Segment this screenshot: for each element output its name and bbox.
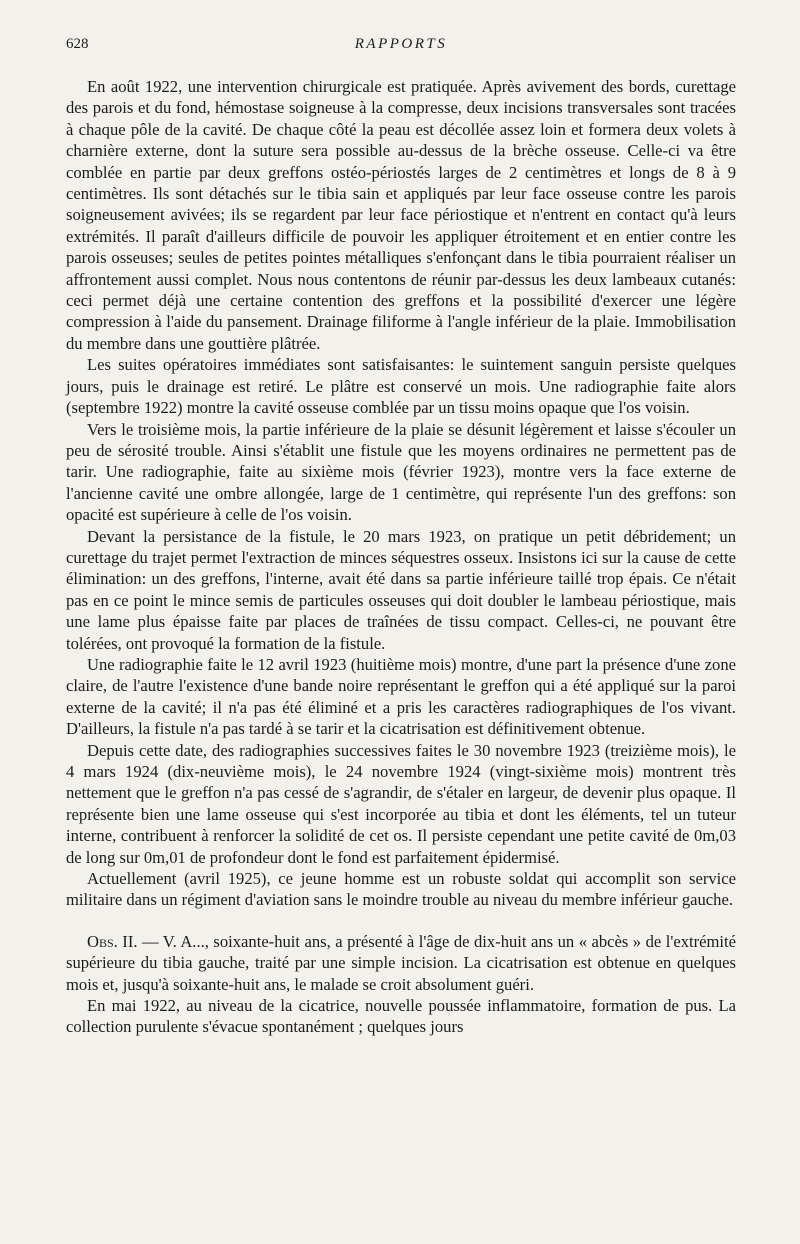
page-number: 628 (66, 36, 89, 52)
observation-continuation: En mai 1922, au niveau de la cicatrice, nouvelle poussée inflammatoire, formation de pus. La collection purulente s'évacue spontanément ; quelques jours (66, 996, 736, 1037)
observation-label: Obs. II. (87, 931, 138, 951)
paragraph: Actuellement (avril 1925), ce jeune homme est un robuste soldat qui accomplit son service militaire dans un régiment d'aviation sans le moindre trouble au niveau du membre inférieur gauche. (66, 869, 736, 910)
paragraph: Une radiographie faite le 12 avril 1923 (huitième mois) montre, d'une part la présence d'une zone claire, de l'autre l'existence d'une bande noire représentant le greffon qui a été appliqué sur la paroi externe de la cavité; il n'a pas été éliminé et a pris les caractères radiographiques de l'os vivant. D'ailleurs, la fistule n'a pas tardé à se tarir et la cicatrisation est définitivement obtenue. (66, 654, 736, 739)
paragraph: Devant la persistance de la fistule, le 20 mars 1923, on pratique un petit débridement; un curettage du trajet permet l'extraction de minces séquestres osseux. Insistons ici sur la cause de cette élimination: un des greffons, l'interne, avait été dans sa partie inférieure taillé trop épais. Ce n'était pas en ce point le mince semis de particules osseuses qui doit doubler le lambeau périostique, mais une lame plus épaisse faite par places de traînées de tissu compact. Celles-ci, ne pouvant être tolérées, ont provoqué la formation de la fistule. (66, 526, 736, 653)
paragraph: Depuis cette date, des radiographies successives faites le 30 novembre 1923 (treizième mois), le 4 mars 1924 (dix-neuvième mois), le 24 novembre 1924 (vingt-sixième mois) montrent très nettement que le greffon n'a pas cessé de s'agrandir, de s'étaler en largeur, de devenir plus opaque. Il représente bien une lame osseuse qui s'est incorporée au tibia et dont les éléments, tel un tuteur interne, contribuent à renforcer la solidité de cet os. Il persiste cependant une petite cavité de 0m,03 de long sur 0m,01 de profondeur dont le fond est parfaitement épidermisé. (66, 740, 736, 867)
paragraph: Les suites opératoires immédiates sont satisfaisantes: le suintement sanguin persiste quelques jours, puis le drainage est retiré. Le plâtre est conservé un mois. Une radiographie faite alors (septembre 1922) montre la cavité osseuse comblée par un tissu moins opaque que l'os voisin. (66, 355, 736, 418)
paragraph: Vers le troisième mois, la partie inférieure de la plaie se désunit légèrement et laisse s'écouler un peu de sérosité trouble. Ainsi s'établit une fistule que les moyens ordinaires ne permettent pas de tarir. Une radiographie, faite au sixième mois (février 1923), montre vers la face externe de l'ancienne cavité une ombre allongée, large de 1 centimètre, qui représente l'un des greffons: son opacité est supérieure à celle de l'os voisin. (66, 419, 736, 525)
observation-text: — V. A..., soixante-huit ans, a présenté à l'âge de dix-huit ans un « abcès » de l'extrémité supérieure du tibia gauche, traité par une simple incision. La cicatrisation est obtenue en quelques mois et, jusqu'à soixante-huit ans, le malade se croit absolument guéri. (66, 931, 736, 994)
observation-paragraph (66, 931, 736, 995)
running-title: RAPPORTS (354, 36, 448, 52)
page-header (66, 36, 736, 62)
body-text (66, 76, 736, 1038)
paragraph: En août 1922, une intervention chirurgicale est pratiquée. Après avivement des bords, curettage des parois et du fond, hémostase soigneuse à la compresse, deux incisions transversales sont tracées à chaque pôle de la cavité. De chaque côté la peau est décollée assez loin et formera deux volets à charnière externe, dont la suture sera possible au-dessus de la brèche osseuse. Celle-ci va être comblée en partie par deux greffons ostéo-périostés larges de 2 centimètres et longs de 8 à 9 centimètres. Ils sont détachés sur le tibia sain et appliqués par leur face osseuse contre les parois soigneusement avivées; ils se regardent par leur face périostique et n'entrent en contact qu'à leurs extrémités. Il paraît d'ailleurs difficile de pouvoir les appliquer étroitement et en entier contre les parois osseuses; seules de petites pointes métalliques s'enfonçant dans le tibia pourraient réaliser un affrontement aussi complet. Nous nous contentons de réunir par-dessus les deux lambeaux cutanés: ceci permet déjà une certaine contention des greffons et la possibilité d'exercer une légère compression à l'aide du pansement. Drainage filiforme à l'angle inférieur de la plaie. Immobilisation du membre dans une gouttière plâtrée. (66, 77, 736, 353)
